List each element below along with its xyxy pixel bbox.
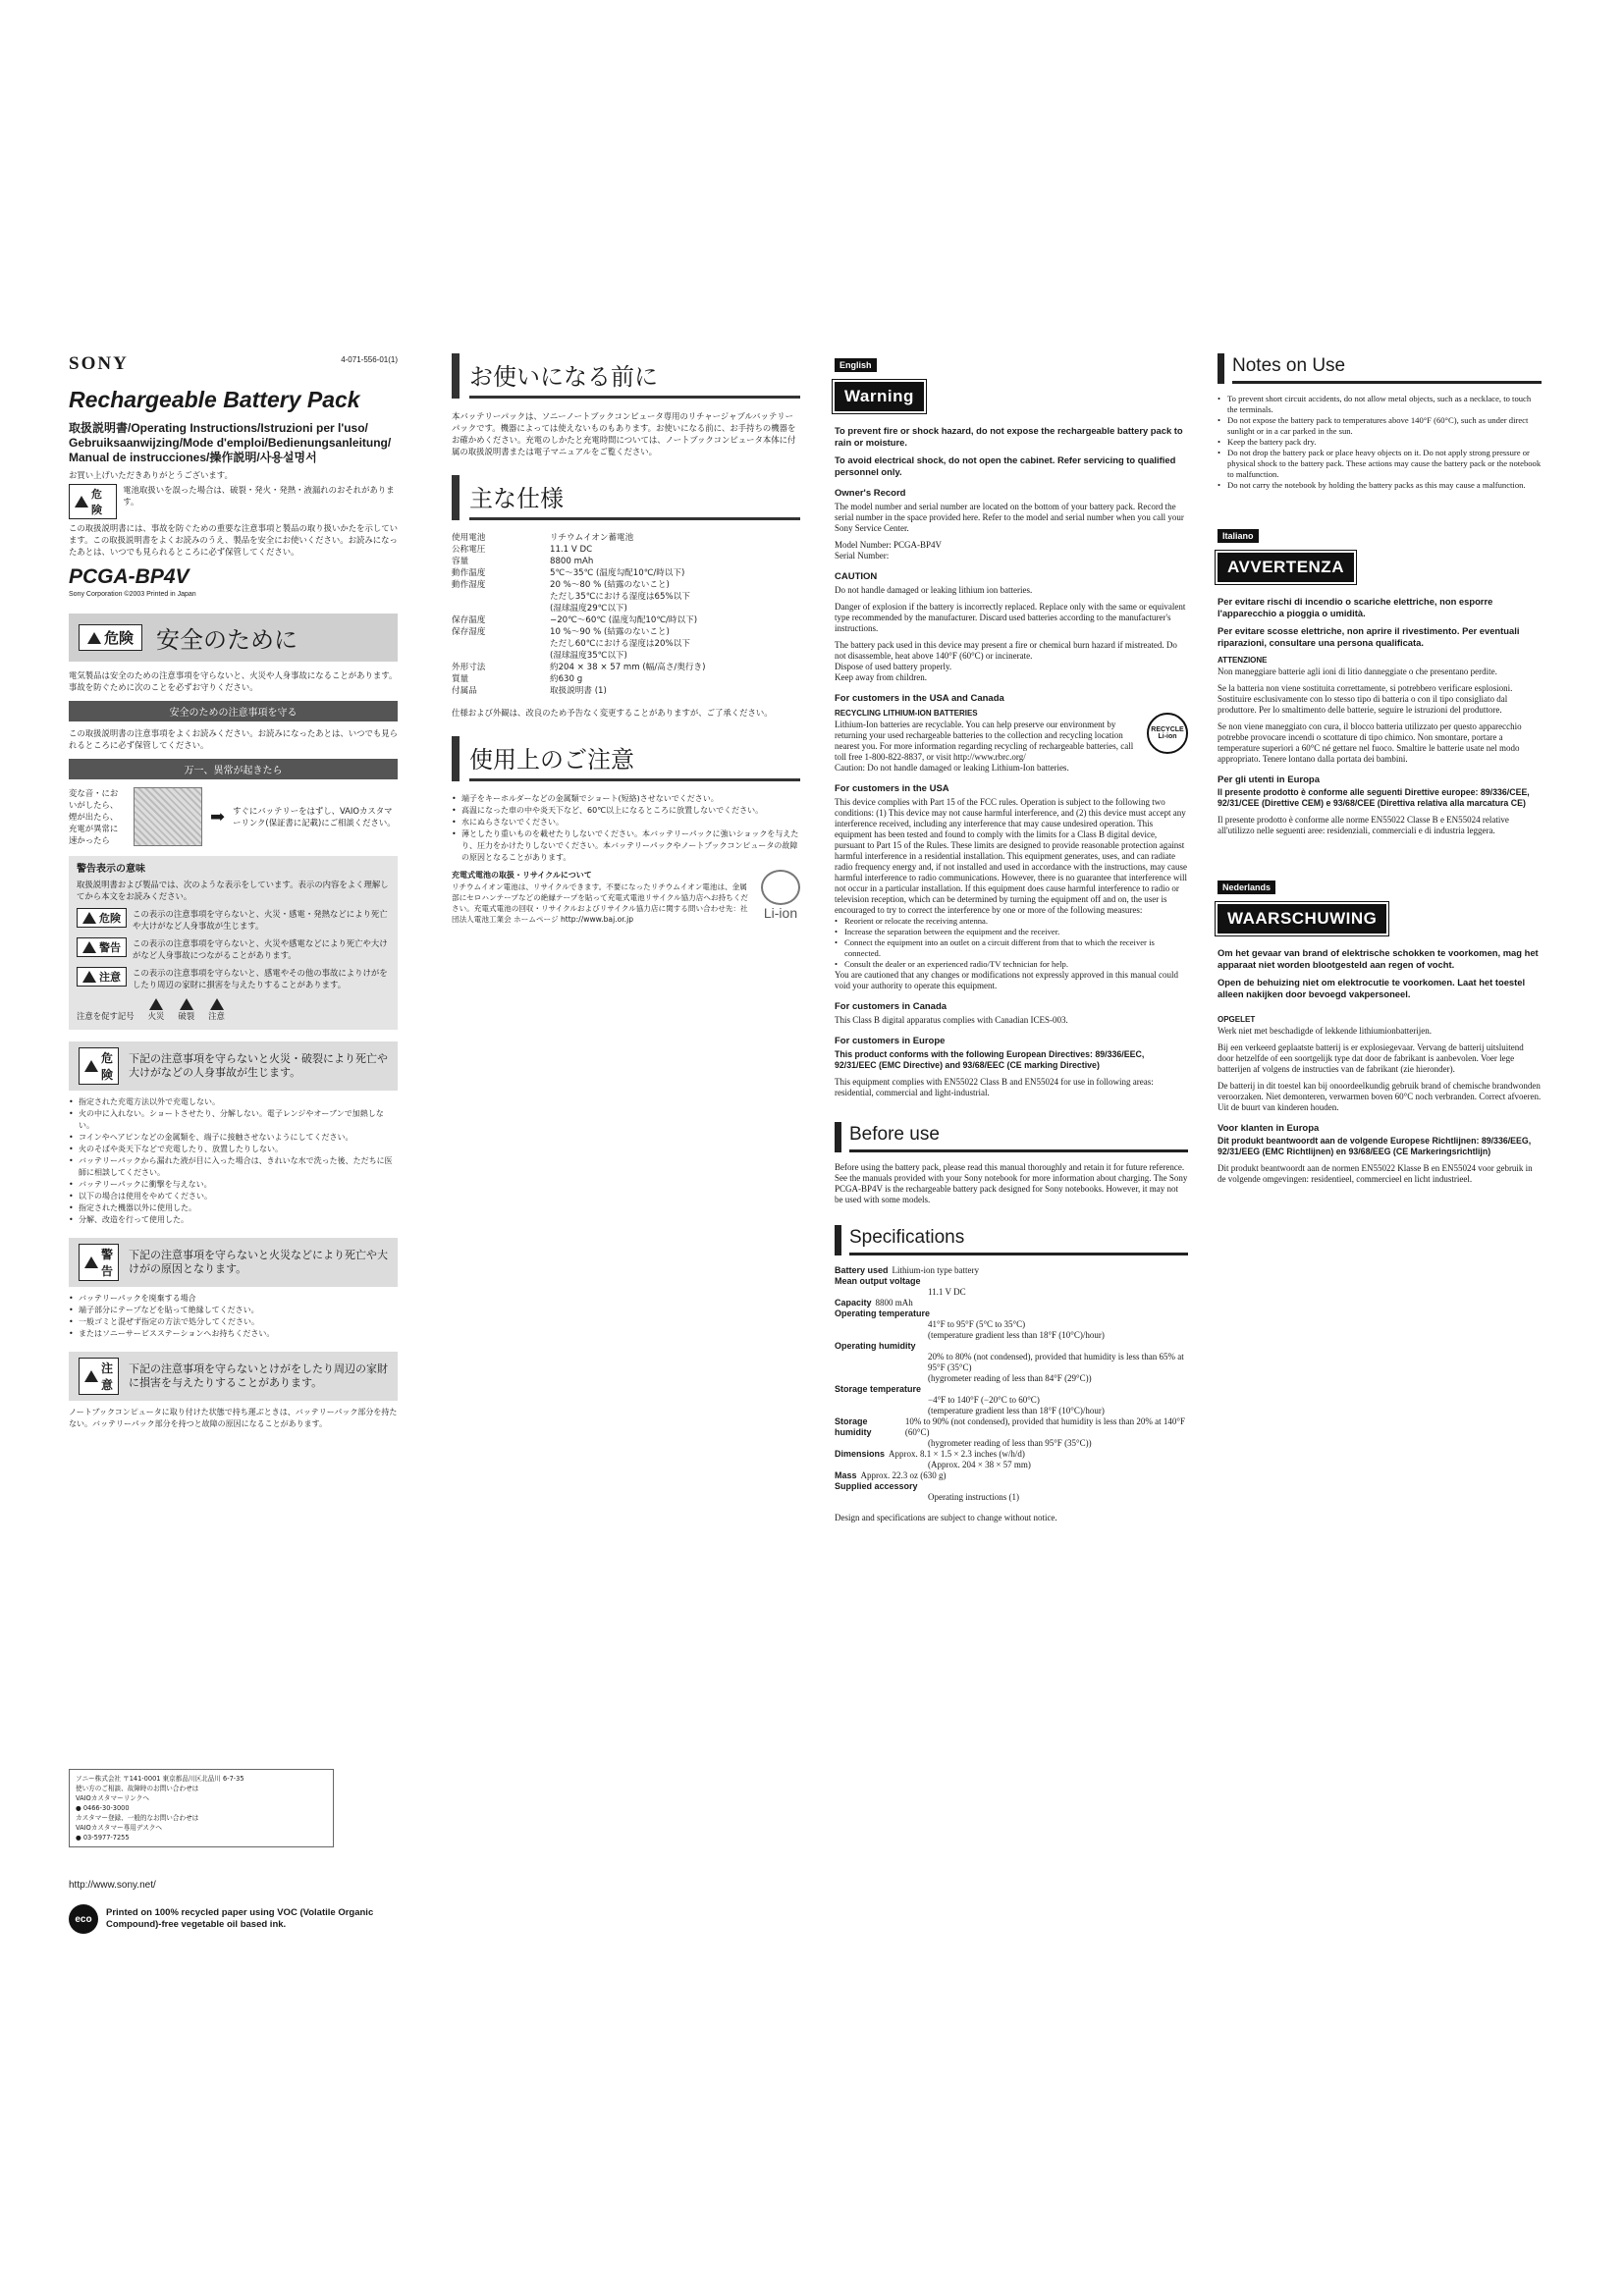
spec-value: (湿球温度29℃以下) — [550, 604, 627, 614]
heading-before-use — [835, 1122, 1188, 1152]
spec-value: (湿球温度35℃以下) — [550, 651, 627, 661]
column-japanese-main — [452, 353, 800, 925]
spec-value: 約204 × 38 × 57 mm (幅/高さ/奥行き) — [550, 663, 706, 672]
recycling-heading: RECYCLING LITHIUM-ION BATTERIES — [835, 709, 978, 718]
spec-key — [452, 591, 550, 603]
spec-key — [452, 638, 550, 650]
spec-row — [452, 662, 800, 673]
spec-row — [452, 567, 800, 579]
caution-heading: CAUTION — [835, 571, 878, 582]
spec-detail: (hygrometer reading of less than 84°F (29°C)) — [928, 1373, 1092, 1383]
warning-triangle-icon — [82, 971, 96, 983]
spec-key: 外形寸法 — [452, 663, 486, 672]
list-item: • 指定された機器以外に使用した。 — [69, 1202, 398, 1214]
recycling-text: Lithium-Ion batteries are recyclable. You can help preserve our environment by returning your used rechargeable batteries to the collection and recycling location nearest you. For more information regarding recycling of rechargeable batteries, call toll free 1-800-822-8837, or visit http://www.rbrc.org/ — [835, 720, 1134, 762]
list-item: • バッテリーパックから漏れた液が目に入った場合は、きれいな水で洗った後、ただちに医師に相談してください。 — [69, 1155, 398, 1179]
spec-label: Storage temperature — [835, 1384, 922, 1394]
list-item: • 火のそばや炎天下などで充電したり、放置したりしない。 — [69, 1144, 398, 1155]
it-caution-2: Se la batteria non viene sostituita correttamente, si potrebbero verificare esplosioni. Sostituire esclusivamente con lo stesso tipo di batteria o con il tipo consigliato dal produttore. Per lo smaltimento delle batterie, seguire le istruzioni del produttore. — [1218, 683, 1513, 715]
recycling-block — [835, 705, 1188, 763]
warning-bold-2: To avoid electrical shock, do not open the cabinet. Refer servicing to qualified personnel only. — [835, 454, 1176, 477]
nl-europe-directives: Dit produkt beantwoordt aan de volgende Europese Richtlijnen: 89/336/EEG, 92/31/EEG (EMC Richtlijnen) en 93/68/EEG (CE Markeringsrichtlijn) — [1218, 1136, 1532, 1156]
section-bar-emergency: 万一、異常が起きたら — [69, 759, 398, 779]
model-number-line: Model Number: PCGA-BP4V — [835, 540, 943, 550]
spec-row — [452, 650, 800, 662]
safety-text: 電気製品は安全のための注意事項を守らないと、火災や人身事故になることがあります。事故を防ぐために次のことを必ずお守りください。 — [69, 670, 398, 692]
nl-warning-2: Open de behuizing niet om elektrocutie te voorkomen. Laat het toestel alleen nakijken door bevoegd vakpersoneel. — [1218, 977, 1526, 999]
list-item: • Increase the separation between the equipment and the receiver. — [835, 927, 1188, 937]
spec-item — [835, 1384, 1188, 1395]
warn-row-caution — [77, 967, 390, 990]
spec-table-jp — [452, 532, 800, 697]
warning-meaning-intro: 取扱説明書および製品では、次のような表示をしています。表示の内容をよく理解してから本文をお読みください。 — [77, 880, 389, 901]
sony-url[interactable]: http://www.sony.net/ — [69, 1880, 156, 1891]
eco-logo-icon: eco — [69, 1904, 98, 1934]
it-caution-3: Se non viene maneggiato con cura, il blocco batteria utilizzato per questo apparecchio potrebbe provocare incendi o scottature di tipo chimico. Non smontare, portare a temperature superiori a 60°C né gettare nel fuoco. Smaltire le batterie usate nel modo appropriato. Tenere lontano dalla portata dei bambini. — [1218, 721, 1522, 764]
language-tag-english: English — [835, 358, 877, 372]
list-item: • 一般ゴミと混ぜず指定の方法で処分してください。 — [69, 1316, 398, 1328]
spec-key: 公称電圧 — [452, 545, 486, 555]
warning-triangle-icon — [82, 912, 96, 924]
list-item: • Keep the battery pack dry. — [1218, 437, 1542, 448]
list-item: • バッテリーパックを廃棄する場合 — [69, 1293, 398, 1305]
danger-list — [69, 1096, 398, 1226]
spec-key: 動作湿度 — [452, 580, 486, 590]
emergency-conditions: 変な音・においがしたら、煙が出たら、充電が異常に速かったら — [69, 788, 119, 845]
danger-badge: 危険 — [77, 908, 127, 928]
spec-key: 容量 — [452, 557, 469, 566]
spec-row — [452, 626, 800, 638]
list-item: • Do not drop the battery pack or place heavy objects on it. Do not apply strong pressure or physical shock to the battery pack. These actions may cause the battery pack or the notebook to malfunction. — [1218, 448, 1542, 480]
spec-row — [452, 556, 800, 567]
warning-triangle-icon — [84, 1256, 98, 1268]
spec-detail: Operating instructions (1) — [928, 1492, 1019, 1502]
spec-row — [452, 685, 800, 697]
fire-symbol: 火災 — [148, 998, 165, 1022]
product-title: Rechargeable Battery Pack — [69, 387, 360, 412]
observe-text: この取扱説明書の注意事項をよくお読みください。お読みになったあとは、いつでも見られるところに必ず保管してください。 — [69, 728, 398, 750]
spec-change-note: Design and specifications are subject to change without notice. — [835, 1513, 1057, 1522]
emergency-action: すぐにバッテリーをはずし、VAIOカスタマーリンク(保証書に記載)にご相談ください。 — [233, 806, 396, 828]
contact-line: VAIOカスタマーリンクへ — [76, 1794, 149, 1802]
spec-value: 10 %〜90 % (結露のないこと) — [550, 627, 670, 637]
list-item: • Consult the dealer or an experienced radio/TV technician for help. — [835, 959, 1188, 970]
spec-item — [835, 1449, 1188, 1460]
arrow-right-icon: ➡ — [210, 806, 226, 828]
spec-item — [835, 1341, 1188, 1352]
spec-key: 付属品 — [452, 686, 477, 696]
column-other-languages — [1218, 353, 1542, 1185]
intro-danger-row — [69, 484, 398, 519]
spec-value: −20℃〜60℃ (温度勾配10℃/時以下) — [550, 615, 698, 625]
intro-note: お買い上げいただきありがとうございます。 — [69, 470, 233, 480]
caution-text-2: Danger of explosion if the battery is incorrectly replaced. Replace only with the same or equivalent type recommended by the manufacturer. Discard used batteries according to the manufacturer's instructions. — [835, 602, 1186, 633]
opgelet-heading: OPGELET — [1218, 1015, 1256, 1024]
owners-record-heading: Owner's Record — [835, 488, 906, 499]
spec-item — [835, 1298, 1188, 1308]
warning-triangle-icon — [87, 632, 101, 644]
spec-label: Supplied accessory — [835, 1481, 918, 1491]
waarschuwing-box: WAARSCHUWING — [1218, 904, 1386, 934]
spec-value: リチウムイオン蓄電池 — [550, 533, 634, 543]
warning-triangle-icon — [84, 1370, 98, 1382]
document-number: 4-071-556-01(1) — [341, 355, 398, 364]
list-item: • またはソニーサービスステーションへお持ちください。 — [69, 1328, 398, 1340]
danger-alert-text: 下記の注意事項を守らないと火災・破裂により死亡や大けがなどの人身事故が生じます。 — [129, 1052, 389, 1079]
spec-value: 10% to 90% (not condensed), provided that humidity is less than 20% at 140°F (60°C) — [904, 1416, 1185, 1437]
list-item: • 分解、改造を行って使用した。 — [69, 1214, 398, 1226]
spec-value: ただし60℃における湿度は20%以下 — [550, 639, 690, 649]
spec-row — [452, 532, 800, 544]
spec-detail: (hygrometer reading of less than 95°F (35°C)) — [928, 1438, 1092, 1448]
spec-key — [452, 603, 550, 614]
list-item: • Do not carry the notebook by holding the battery packs as this may cause a malfunction. — [1218, 480, 1542, 491]
caution-badge: 注意 — [79, 1358, 119, 1395]
caution-alert-text: 下記の注意事項を守らないとけがをしたり周辺の家財に損害を与えたりすることがあります。 — [129, 1362, 389, 1389]
danger-alert-box — [69, 1041, 398, 1091]
heading-specs-jp — [452, 475, 800, 520]
fcc-tail: You are cautioned that any changes or modifications not expressly approved in this manual could void your authority to operate this equipment. — [835, 970, 1179, 990]
list-item: • 高温になった車の中や炎天下など、60℃以上になるところに放置しないでください。 — [452, 805, 800, 817]
spec-detail: (temperature gradient less than 18°F (10°C)/hour) — [928, 1406, 1105, 1415]
spec-row — [452, 579, 800, 591]
spec-value: ただし35℃における湿度は65%以下 — [550, 592, 690, 602]
nl-caution-2: Bij een verkeerd geplaatste batterij is er explosiegevaar. Vervang de batterij uitsluitend door hetzelfde of een soortgelijk type dat door de fabrikant is aanbevolen. Voer lege batterijen af volgens de instructies van de fabrikant (zie hieronder). — [1218, 1042, 1524, 1074]
nl-caution-1: Werk niet met beschadigde of lekkende lithiumionbatterijen. — [1218, 1026, 1432, 1036]
spec-value: Approx. 8.1 × 1.5 × 2.3 inches (w/h/d) — [889, 1449, 1025, 1459]
spec-detail: (Approx. 204 × 38 × 57 mm) — [928, 1460, 1031, 1469]
warn-row-text: この表示の注意事項を守らないと、火災や感電などにより死亡や大けがなど人身事故につながることがあります。 — [133, 938, 388, 960]
spec-label: Operating humidity — [835, 1341, 916, 1351]
spec-value: 約630 g — [550, 674, 583, 684]
nl-europe-heading: Voor klanten in Europa — [1218, 1123, 1320, 1134]
burst-warning-icon — [180, 998, 193, 1010]
contact-line: カスタマー登録、一般的なお問い合わせは — [76, 1814, 199, 1822]
safety-title: 安全のために — [156, 626, 298, 654]
warn-row-warning — [77, 937, 390, 961]
spec-value: 11.1 V DC — [550, 545, 593, 555]
warning-meaning-title: 警告表示の意味 — [77, 864, 145, 875]
caution-text-1: Do not handle damaged or leaking lithium ion batteries. — [835, 585, 1033, 595]
spec-item — [835, 1308, 1188, 1319]
heading-text: Before use — [849, 1122, 1188, 1152]
intro-note-2: この取扱説明書には、事故を防ぐための重要な注意事項と製品の取り扱いかたを示しています。この取扱説明書をよくお読みのうえ、製品を安全にお使いください。お読みになったあとは、いつでも見られるところに必ず保管してください。 — [69, 523, 398, 557]
spec-value: 8800 mAh — [550, 557, 594, 566]
li-ion-recycle-mark — [761, 870, 800, 925]
li-ion-label: Li-ion — [763, 905, 798, 921]
spec-key: 保存温度 — [452, 615, 486, 625]
heading-text: 主な仕様 — [469, 475, 800, 520]
before-use-text: Before using the battery pack, please read this manual thoroughly and retain it for future reference. See the manuals provided with your Sony notebook for more information about charging. The Sony PCGA-BP4V is the rechargeable battery pack designed for Sony notebooks. However, it may not be used with some models. — [835, 1162, 1188, 1204]
spec-value: 5℃〜35℃ (温度勾配10℃/時以下) — [550, 568, 685, 578]
europe-heading: For customers in Europe — [835, 1036, 946, 1046]
caution-text-4: Dispose of used battery properly. — [835, 662, 952, 671]
heading-text: 使用上のご注意 — [469, 736, 800, 781]
caution-alert-box — [69, 1352, 398, 1401]
recycle-jp-head: 充電式電池の取扱・リサイクルについて — [452, 871, 592, 880]
caution-warning-icon — [210, 998, 224, 1010]
spec-row — [452, 603, 800, 614]
spec-label: Mass — [835, 1470, 857, 1480]
eco-text: Printed on 100% recycled paper using VOC (Volatile Organic Compound)-free vegetable oil based ink. — [106, 1907, 374, 1930]
spec-note-jp: 仕様および外観は、改良のため予告なく変更することがありますが、ご了承ください。 — [452, 708, 773, 718]
contact-line: VAIOカスタマー専用デスクへ — [76, 1824, 163, 1832]
canada-text: This Class B digital apparatus complies with Canadian ICES-003. — [835, 1015, 1068, 1025]
burst-symbol: 破裂 — [178, 998, 194, 1022]
spec-item — [835, 1276, 1188, 1287]
rbrc-recycle-icon: RECYCLE Li-ion — [1147, 713, 1188, 754]
caution-symbols — [77, 998, 390, 1022]
heading-specifications — [835, 1225, 1188, 1255]
caution-badge: 注意 — [77, 967, 127, 987]
spec-row — [452, 614, 800, 626]
list-item: • コインやヘアピンなどの金属類を、端子に接触させないようにしてください。 — [69, 1132, 398, 1144]
it-europe-directives: Il presente prodotto è conforme alle seguenti Direttive europee: 89/336/CEE, 92/31/CEE (Direttive CEM) e 93/68/CEE (Direttiva relativa alla marcatura CE) — [1218, 787, 1530, 808]
caution-symbols-label: 注意を促す記号 — [77, 1011, 135, 1021]
serial-number-line: Serial Number: — [835, 551, 890, 561]
danger-badge-large: 危険 — [79, 624, 142, 651]
brand-logo: SONY — [69, 353, 129, 374]
language-tag-nederlands: Nederlands — [1218, 881, 1275, 894]
safety-banner — [69, 614, 398, 662]
contact-box — [69, 1769, 334, 1847]
heading-notes-on-use — [1218, 353, 1542, 384]
column-japanese-cover — [69, 353, 398, 1930]
list-item: • 指定された充電方法以外で充電しない。 — [69, 1096, 398, 1108]
emergency-row — [69, 787, 398, 846]
contact-line: ソニー株式会社 〒141-0001 東京都品川区北品川 6-7-35 — [76, 1775, 244, 1783]
spec-detail: 20% to 80% (not condensed), provided that humidity is less than 65% at 95°F (35°C) — [928, 1352, 1184, 1372]
notes-on-use-list — [1218, 394, 1542, 491]
europe-text: This equipment complies with EN55022 Class B and EN55024 for use in following areas: residential, commercial and light-industrial. — [835, 1077, 1154, 1097]
warning-triangle-icon — [75, 496, 88, 507]
it-europe-heading: Per gli utenti in Europa — [1218, 774, 1320, 785]
usa-heading: For customers in the USA — [835, 783, 949, 794]
spec-value: Approx. 22.3 oz (630 g) — [860, 1470, 947, 1480]
warn-row-text: この表示の注意事項を守らないと、感電やその他の事故によりけがをしたり周辺の家財に損害を与えたりすることがあります。 — [133, 968, 388, 989]
spec-value: 8800 mAh — [875, 1298, 913, 1308]
canada-heading: For customers in Canada — [835, 1001, 947, 1012]
fire-warning-icon — [149, 998, 163, 1010]
list-item: • 以下の場合は使用をやめてください。 — [69, 1191, 398, 1202]
caution-paragraph: ノートブックコンピュータに取り付けた状態で持ち運ぶときは、バッテリーパック部分を持たない。バッテリーパック部分を持つと故障の原因になることがあります。 — [69, 1408, 398, 1428]
heading-before-use-jp — [452, 353, 800, 399]
spec-label: Capacity — [835, 1298, 872, 1308]
copyright: Sony Corporation ©2003 Printed in Japan — [69, 591, 196, 598]
warn-row-danger — [77, 908, 390, 932]
warning-triangle-icon — [84, 1060, 98, 1072]
spec-detail: −4°F to 140°F (−20°C to 60°C) — [928, 1395, 1040, 1405]
it-caution-1: Non maneggiare batterie agli ioni di litio danneggiate o che presentano perdite. — [1218, 667, 1497, 676]
spec-label: Dimensions — [835, 1449, 886, 1459]
warning-bold-1: To prevent fire or shock hazard, do not expose the rechargeable battery pack to rain or moisture. — [835, 425, 1183, 448]
language-tag-italiano: Italiano — [1218, 529, 1259, 543]
contact-line: ● 0466-30-3000 — [76, 1804, 130, 1812]
caution-text-5: Keep away from children. — [835, 672, 927, 682]
danger-note: 電池取扱いを誤った場合は、破裂・発火・発熱・液漏れのおそれがあります。 — [123, 485, 395, 507]
heading-text: Notes on Use — [1232, 353, 1542, 384]
list-item: • 端子部分にテープなどを貼って絶縁してください。 — [69, 1305, 398, 1316]
spec-row — [452, 638, 800, 650]
list-item: • To prevent short circuit accidents, do not allow metal objects, such as a necklace, to touch the terminals. — [1218, 394, 1542, 415]
smoking-laptop-illustration — [134, 787, 202, 846]
spec-value: Lithium-ion type battery — [892, 1265, 980, 1275]
spec-label: Storage humidity — [835, 1416, 872, 1437]
specifications-list — [835, 1265, 1188, 1503]
spec-row — [452, 673, 800, 685]
warning-badge: 警告 — [79, 1244, 119, 1281]
it-warning-1: Per evitare rischi di incendio o scariche elettriche, non esporre l'apparecchio a pioggia o umidità. — [1218, 596, 1493, 618]
list-item: • 端子をキーホルダーなどの金属類でショート(短絡)させないでください。 — [452, 793, 800, 805]
list-item: • 火の中に入れない。ショートさせたり、分解しない。電子レンジやオーブンで加熱しない。 — [69, 1108, 398, 1132]
contact-line: 使い方のご相談、故障時のお問い合わせは — [76, 1785, 199, 1792]
languages-subtitle: 取扱説明書/Operating Instructions/Istruzioni per l'uso/ Gebruiksaanwijzing/Mode d'emploi/Bedienungsanleitung/ Manual de instrucciones/操作説明/사용설명서 — [69, 421, 392, 464]
spec-key: 使用電池 — [452, 533, 486, 543]
warning-box: Warning — [835, 382, 924, 411]
spec-item — [835, 1265, 1188, 1276]
column-english — [835, 353, 1188, 1523]
warning-triangle-icon — [82, 941, 96, 953]
list-item: • Reorient or relocate the receiving antenna. — [835, 916, 1188, 927]
danger-badge: 危険 — [69, 484, 117, 519]
recycle-jp-text: リチウムイオン電池は、リサイクルできます。不要になったリチウムイオン電池は、金属部にセロハンテープなどの絶縁テープを貼って充電式電池リサイクル協力店へお持ちください。充電式電池の回収・リサイクルおよびリサイクル協力店に関する問い合わせ先：社団法人電池工業会 ホームページ http://www.baj.or.jp — [452, 882, 748, 924]
spec-detail: 41°F to 95°F (5°C to 35°C) — [928, 1319, 1026, 1329]
eco-footer — [69, 1904, 430, 1934]
nl-europe-text: Dit produkt beantwoordt aan de normen EN55022 Klasse B en EN55024 voor gebruik in de volgende omgevingen: residentieel, commercieel en licht industrieel. — [1218, 1163, 1533, 1184]
recycling-caution: Caution: Do not handle damaged or leaking Lithium-Ion batteries. — [835, 763, 1069, 773]
list-item: • Connect the equipment into an outlet on a circuit different from that to which the receiver is connected. — [835, 937, 1188, 959]
recycle-icon — [761, 870, 800, 905]
list-item: • 水にぬらさないでください。 — [452, 817, 800, 828]
spec-value: 取扱説明書 (1) — [550, 686, 607, 696]
usa-canada-heading: For customers in the USA and Canada — [835, 693, 1004, 704]
spec-key: 動作温度 — [452, 568, 486, 578]
list-item: • 薄としたり重いものを載せたりしないでください。本バッテリーパックに強いショックを与えたり、圧力をかけたりしないでください。本バッテリーパックやノートブックコンピュータの故障の原因となることがあります。 — [452, 828, 800, 864]
warning-meaning-panel — [69, 856, 398, 1030]
spec-label: Battery used — [835, 1265, 889, 1275]
danger-badge: 危険 — [79, 1047, 119, 1085]
spec-row — [452, 591, 800, 603]
spec-item — [835, 1481, 1188, 1492]
it-europe-text: Il presente prodotto è conforme alle norme EN55022 Classe B e EN55024 relative all'utilizzo nelle seguenti aree: residenziali, commerciali e di industria leggera. — [1218, 815, 1509, 835]
spec-item — [835, 1416, 1188, 1438]
recycle-jp-block — [452, 870, 800, 925]
fcc-measures-list — [835, 916, 1188, 970]
attenzione-heading: ATTENZIONE — [1218, 656, 1268, 665]
spec-key: 質量 — [452, 674, 469, 684]
caution-symbol: 注意 — [208, 998, 225, 1022]
caution-text-3: The battery pack used in this device may present a fire or chemical burn hazard if mistreated. Do not disassemble, heat above 140°F (60°C) or incinerate. — [835, 640, 1177, 661]
contact-line: ● 03-5977-7255 — [76, 1834, 130, 1842]
spec-detail: (temperature gradient less than 18°F (10°C)/hour) — [928, 1330, 1105, 1340]
europe-directives: This product conforms with the following European Directives: 89/336/EEC, 92/31/EEC (EMC Directive) and 93/68/EEC (CE marking Directive) — [835, 1049, 1145, 1070]
fcc-text: This device complies with Part 15 of the FCC rules. Operation is subject to the following two conditions: (1) This device may not cause harmful interference, and (2) this device must accept any interference received, including any interference that may cause undesired operation. This equipment has been tested and found to comply with the limits for a Class B digital device, pursuant to Part 15 of the Rules. These limits are designed to provide reasonable protection against harmful interference in a residential installation. This equipment generates, uses, and can radiate radio frequency energy and, if not installed and used in accordance with the instructions, may cause harmful interference to radio communications. However, there is no guarantee that interference will not occur in a particular installation. If this equipment does cause harmful interference to radio or television reception, which can be determined by turning the equipment off and on, the user is encouraged to try to correct the interference by one or more of the following measures: — [835, 797, 1187, 915]
before-use-jp-text: 本バッテリーパックは、ソニーノートブックコンピュータ専用のリチャージャブルバッテリーパックです。機器によっては使えないものもあります。お使いになる前に、お手持ちの機器をお確かめください。充電のしかたと充電時間については、ノートブックコンピュータ本体に付属の取扱説明書または電子マニュアルをご覧ください。 — [452, 411, 796, 456]
it-warning-2: Per evitare scosse elettriche, non aprire il rivestimento. Per eventuali riparazioni, consultare una persona qualificata. — [1218, 625, 1520, 648]
warning-badge: 警告 — [77, 937, 127, 957]
warning-alert-text: 下記の注意事項を守らないと火災などにより死亡や大けがの原因となります。 — [129, 1249, 389, 1275]
spec-key — [452, 650, 550, 662]
spec-detail: 11.1 V DC — [928, 1287, 966, 1297]
nl-caution-3: De batterij in dit toestel kan bij onoordeelkundig gebruik brand of chemische brandwonden veroorzaken. Niet demonteren, verwarmen boven 60°C noch verbranden. Correct afvoeren. Uit de buurt van kinderen houden. — [1218, 1081, 1542, 1112]
heading-cautions-jp — [452, 736, 800, 781]
spec-row — [452, 544, 800, 556]
heading-text: Specifications — [849, 1225, 1188, 1255]
nl-warning-1: Om het gevaar van brand of elektrische schokken te voorkomen, mag het apparaat niet worden blootgesteld aan regen of vocht. — [1218, 947, 1539, 970]
spec-key: 保存湿度 — [452, 627, 486, 637]
cautions-list-jp — [452, 793, 800, 864]
spec-item — [835, 1470, 1188, 1481]
owners-record-text: The model number and serial number are located on the bottom of your battery pack. Record the serial number in the space provided here. Refer to the model and serial number when you call your Sony Service Center. — [835, 502, 1184, 533]
model-number: PCGA-BP4V — [69, 565, 189, 588]
avvertenza-box: AVVERTENZA — [1218, 553, 1354, 582]
warn-row-text: この表示の注意事項を守らないと、火災・感電・発熱などにより死亡や大けがなど人身事故が生じます。 — [133, 909, 388, 931]
heading-text: お使いになる前に — [469, 353, 800, 399]
warning-list — [69, 1293, 398, 1340]
spec-label: Operating temperature — [835, 1308, 931, 1318]
spec-value: 20 %〜80 % (結露のないこと) — [550, 580, 670, 590]
list-item: • バッテリーパックに衝撃を与えない。 — [69, 1179, 398, 1191]
section-bar-observe: 安全のための注意事項を守る — [69, 701, 398, 721]
warning-alert-box — [69, 1238, 398, 1287]
list-item: • Do not expose the battery pack to temperatures above 140°F (60°C), such as under direct sunlight or in a car parked in the sun. — [1218, 415, 1542, 437]
spec-label: Mean output voltage — [835, 1276, 921, 1286]
